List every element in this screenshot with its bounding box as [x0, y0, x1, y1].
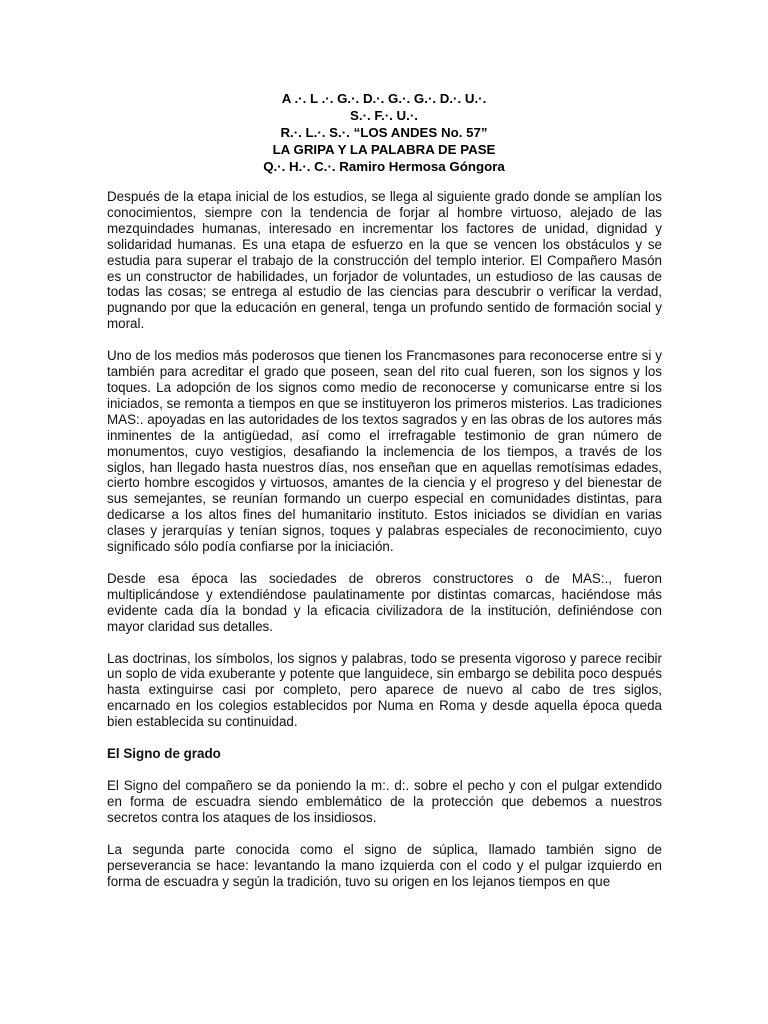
paragraph-signs: Uno de los medios más poderosos que tienen los Francmasones para reconocerse entre si y también para acreditar el grado que poseen, sean del rito cual fueren, son los signos y los toques. La adopción de los signos como medio de reconocerse y comunicarse entre si los iniciados, se remonta a tiempos en que se instituyeron los primeros misterios. Las tradiciones MAS:. apoyadas en las autoridades de los textos sagrados y en las obras de los autores más inminentes de la antigüedad, así como el irrefragable testimonio de gran número de monumentos, cuyo vestigios, desafiando la inclemencia de los tiempos, a través de los siglos, han llegado hasta nuestros días, nos enseñan que en aquellas remotísimas edades, cierto hombre escogidos y virtuosos, amantes de la ciencia y el progreso y del bienestar de sus semejantes, se reunían formando un cuerpo especial en comunidades distintas, para dedicarse a los altos fines del humanitario instituto. Estos iniciados se dividían en varias clases y jerarquías y tenían signos, toques y palabras especiales de reconocimiento, cuyo significado sólo podía confiarse por la iniciación. — [107, 348, 662, 555]
document-title: LA GRIPA Y LA PALABRA DE PASE — [272, 142, 496, 157]
header-invocation: A .·. L .·. G.·. D.·. G.·. G.·. D.·. U.·. — [281, 91, 487, 106]
header-motto: S.·. F.·. U.·. — [350, 108, 418, 123]
document-body — [107, 189, 662, 905]
paragraph-doctrines: Las doctrinas, los símbolos, los signos y palabras, todo se presenta vigoroso y parece recibir un soplo de vida exuberante y potente que languidece, sin embargo se debilita poco después hasta extinguirse casi por completo, pero aparece de nuevo al cabo de tres siglos, encarnado en los colegios establecidos por Numa en Roma y desde aquella época queda bien establecida su continuidad. — [107, 650, 662, 730]
paragraph-sign-supplication: La segunda parte conocida como el signo de súplica, llamado también signo de perseverancia se hace: levantando la mano izquierda con el codo y el pulgar izquierdo en forma de escuadra y según la tradición, tuvo su origen en los lejanos tiempos en que — [107, 841, 662, 889]
paragraph-sign-companion: El Signo del compañero se da poniendo la m:. d:. sobre el pecho y con el pulgar extendido en forma de escuadra siendo emblemático de la protección que debemos a nuestros secretos contra los ataques de los insidiosos. — [107, 778, 662, 825]
document-header — [100, 90, 668, 175]
section-heading: El Signo de grado — [107, 746, 221, 762]
paragraph-societies: Desde esa época las sociedades de obreros constructores o de MAS:., fueron multiplicándose y extendiéndose paulatinamente por distintas comarcas, haciéndose más evidente cada día la bondad y la eficacia civilizadora de la institución, definiéndose con mayor claridad sus detalles. — [107, 570, 662, 634]
paragraph-intro: Después de la etapa inicial de los estudios, se llega al siguiente grado donde se amplían los conocimientos, siempre con la tendencia de forjar al hombre virtuoso, alejado de las mezquindades humanas, interesado en incrementar los factores de unidad, dignidad y solidaridad humanas. Es una etapa de esfuerzo en la que se vencen los obstáculos y se estudia para superar el trabajo de la construcción del templo interior. El Compañero Masón es un constructor de habilidades, un forjador de voluntades, un estudioso de las causas de todas las cosas; se entrega al estudio de las ciencias para descubrir o verificar la verdad, pugnando por que la educación en general, tenga un profundo sentido de formación social y moral. — [107, 189, 662, 332]
document-author: Q.·. H.·. C.·. Ramiro Hermosa Góngora — [263, 159, 505, 174]
header-lodge-name: R.·. L.·. S.·. “LOS ANDES No. 57” — [280, 125, 488, 140]
